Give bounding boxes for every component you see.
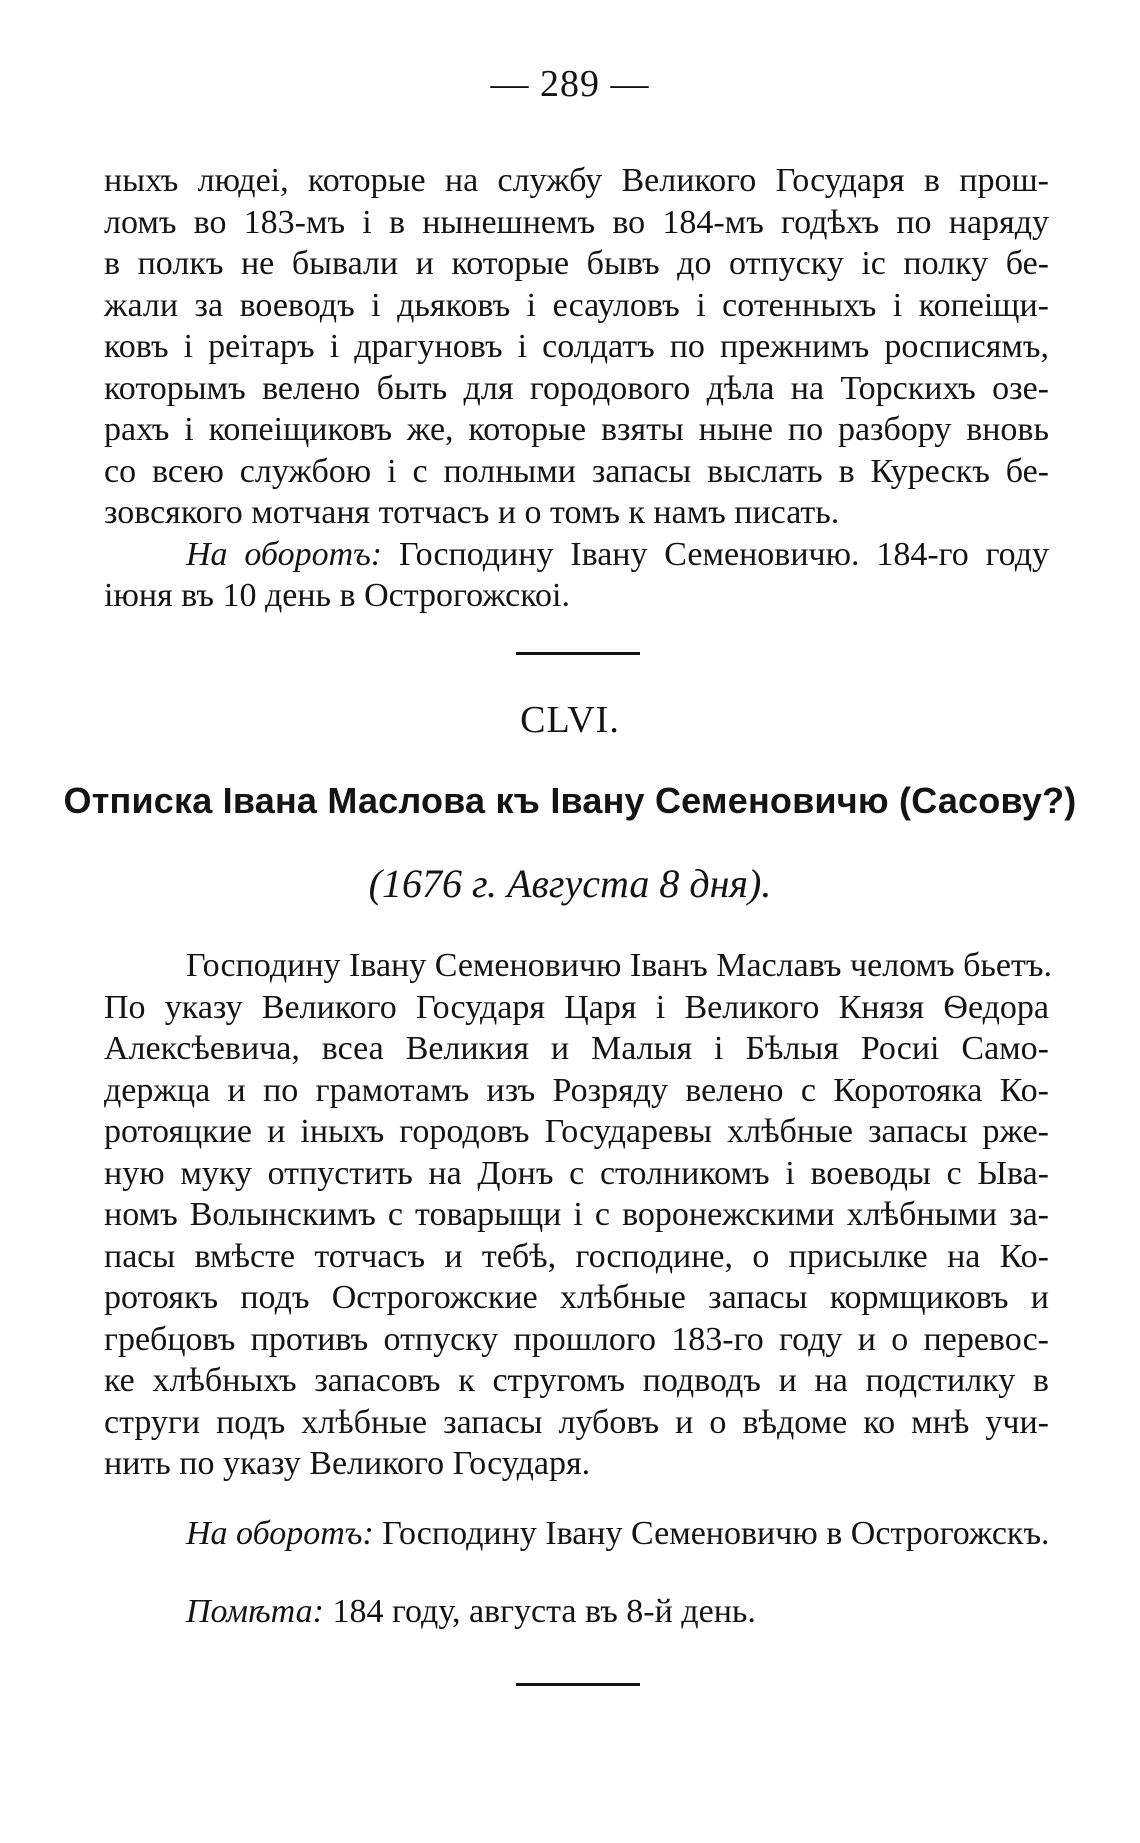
text-line: рахъ і копеіщиковъ же, которые взяты ныне по разбору вновь — [104, 411, 1049, 448]
text-line: ковъ і реітаръ і драгуновъ і солдатъ по прежнимъ росписямъ, — [104, 328, 1049, 365]
document-note — [186, 1593, 756, 1631]
text-line: струги подъ хлѣбные запасы лубовъ и о вѣдоме ко мнѣ учи- — [104, 1403, 1049, 1441]
text-line: держца и по грамотамъ изъ Розряду велено с Коротояка Ко- — [104, 1071, 1049, 1109]
text-line: По указу Великого Государя Царя і Великого Князя Ѳедора — [104, 988, 1049, 1026]
document-title: Отписка Івана Маслова къ Івану Семеновичю (Сасову?) — [63, 780, 1077, 821]
section-divider — [516, 652, 640, 655]
text-line: ротояцкие и іныхъ городовъ Государевы хлѣбные запасы рже- — [104, 1113, 1049, 1150]
text-line: жали за воеводъ і дьяковъ і есауловъ і сотенныхъ і копеіщи- — [104, 286, 1049, 324]
text-line: ке хлѣбныхъ запасовъ к стругомъ подводъ и на подстилку в — [104, 1362, 1049, 1399]
endorsement-line — [104, 534, 1049, 576]
text-line: ротоякъ подъ Острогожские хлѣбные запасы кормщиковъ и — [104, 1279, 1049, 1316]
text-line: которымъ велено быть для городового дѣла на Торскихъ озе- — [104, 369, 1049, 407]
text-line: номъ Волынскимъ с товарыщи і с воронежскими хлѣбными за- — [104, 1196, 1049, 1233]
document-body — [104, 945, 1052, 1485]
document-number: CLVI. — [520, 699, 620, 741]
text-line: ломъ во 183-мъ і в нынешнемъ во 184-мъ годѣхъ по наряду — [104, 203, 1049, 241]
section-divider — [516, 1683, 640, 1686]
text-line: ную муку отпустить на Донъ с столникомъ і воеводы с Ыва- — [104, 1154, 1049, 1192]
endorsement-last-line: іюня въ 10 день в Острогожскоі. — [104, 577, 570, 614]
text-line: Алексѣевича, всеа Великия и Малыя і Бѣлыя Росиі Само- — [104, 1030, 1049, 1067]
text-line: со всею службою і с полными запасы выслать в Курескъ бе- — [104, 452, 1049, 490]
text-line: нить по указу Великого Государя. — [104, 1445, 591, 1482]
text-line: зовсякого мотчаня тотчасъ и о томъ к намъ писать. — [104, 494, 840, 531]
previous-document-text — [104, 160, 1049, 617]
text-line: ныхъ людеі, которые на службу Великого Государя в прош- — [104, 162, 1049, 199]
endorsement-text: Господину Івану Семеновичю в Острогожскъ. — [382, 1515, 1050, 1552]
endorsement-label: На оборотъ: — [186, 1515, 374, 1552]
endorsement-text: Господину Івану Семеновичю. 184-го году — [398, 535, 1050, 573]
text-line: Господину Івану Семеновичю Іванъ Маславъ челомъ бьетъ. — [186, 947, 1052, 984]
endorsement-label: На оборотъ: — [186, 535, 383, 573]
page-number: — 289 — — [490, 63, 650, 105]
text-line: гребцовъ противъ отпуску прошлого 183-го году и о перевос- — [104, 1320, 1049, 1358]
note-text: 184 году, августа въ 8-й день. — [332, 1593, 756, 1630]
note-label: Помѣта: — [186, 1593, 324, 1630]
text-line: пасы вмѣсте тотчасъ и тебѣ, господине, о присылке на Ко- — [104, 1237, 1049, 1275]
document-date: (1676 г. Августа 8 дня). — [368, 861, 772, 906]
document-endorsement — [186, 1515, 1050, 1553]
text-line: в полкъ не бывали и которые бывъ до отпуску іс полку бе- — [104, 245, 1049, 282]
